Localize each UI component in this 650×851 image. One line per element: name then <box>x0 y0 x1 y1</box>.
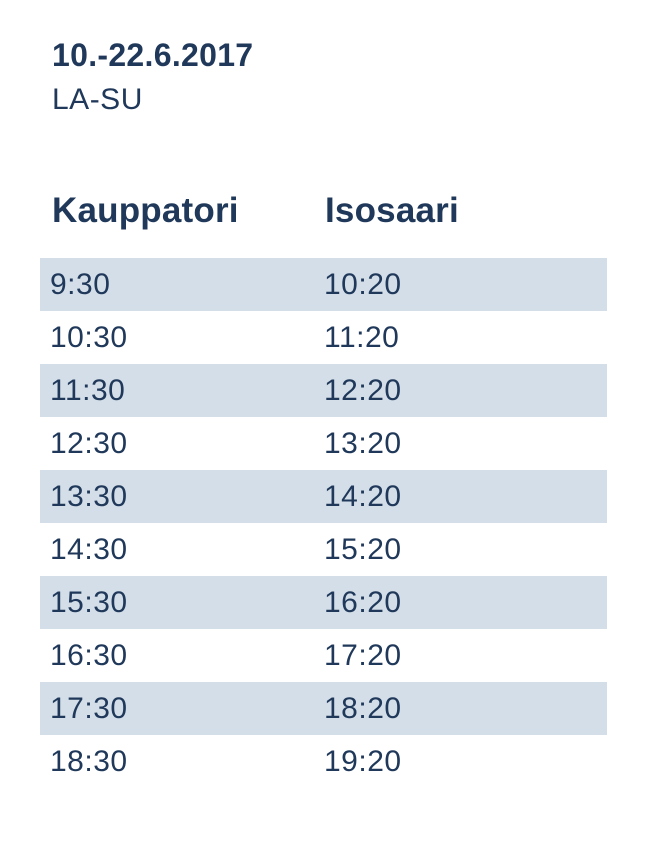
timetable-rows <box>40 258 607 788</box>
column-header-arrival: Isosaari <box>325 191 459 230</box>
departure-time-cell: 13:30 <box>50 479 128 513</box>
departure-time-cell: 11:30 <box>50 373 126 407</box>
departure-time-cell: 10:30 <box>50 320 128 354</box>
table-row <box>40 311 607 364</box>
arrival-time-cell: 14:20 <box>324 479 402 513</box>
departure-time-cell: 9:30 <box>50 267 111 301</box>
arrival-time-cell: 13:20 <box>324 426 402 460</box>
table-row <box>40 364 607 417</box>
departure-time-cell: 15:30 <box>50 585 128 619</box>
departure-time-cell: 18:30 <box>50 744 128 778</box>
arrival-time-cell: 16:20 <box>324 585 402 619</box>
timetable-header-row <box>52 193 650 228</box>
departure-time-cell: 14:30 <box>50 532 128 566</box>
arrival-time-cell: 15:20 <box>324 532 402 566</box>
arrival-time-cell: 17:20 <box>324 638 402 672</box>
arrival-time-cell: 11:20 <box>324 320 400 354</box>
arrival-time-cell: 18:20 <box>324 691 402 725</box>
departure-time-cell: 16:30 <box>50 638 128 672</box>
arrival-time-cell: 12:20 <box>324 373 402 407</box>
departure-time-cell: 17:30 <box>50 691 128 725</box>
table-row <box>40 629 607 682</box>
table-row <box>40 258 607 311</box>
table-row <box>40 523 607 576</box>
date-range: 10.-22.6.2017 <box>52 37 254 73</box>
column-header-departure: Kauppatori <box>52 191 239 230</box>
arrival-time-cell: 10:20 <box>324 267 402 301</box>
arrival-time-cell: 19:20 <box>324 744 402 778</box>
table-row <box>40 735 607 788</box>
table-row <box>40 470 607 523</box>
timetable-page <box>0 39 650 788</box>
table-row <box>40 417 607 470</box>
table-row <box>40 576 607 629</box>
table-row <box>40 682 607 735</box>
days-label: LA-SU <box>52 83 143 116</box>
departure-time-cell: 12:30 <box>50 426 128 460</box>
